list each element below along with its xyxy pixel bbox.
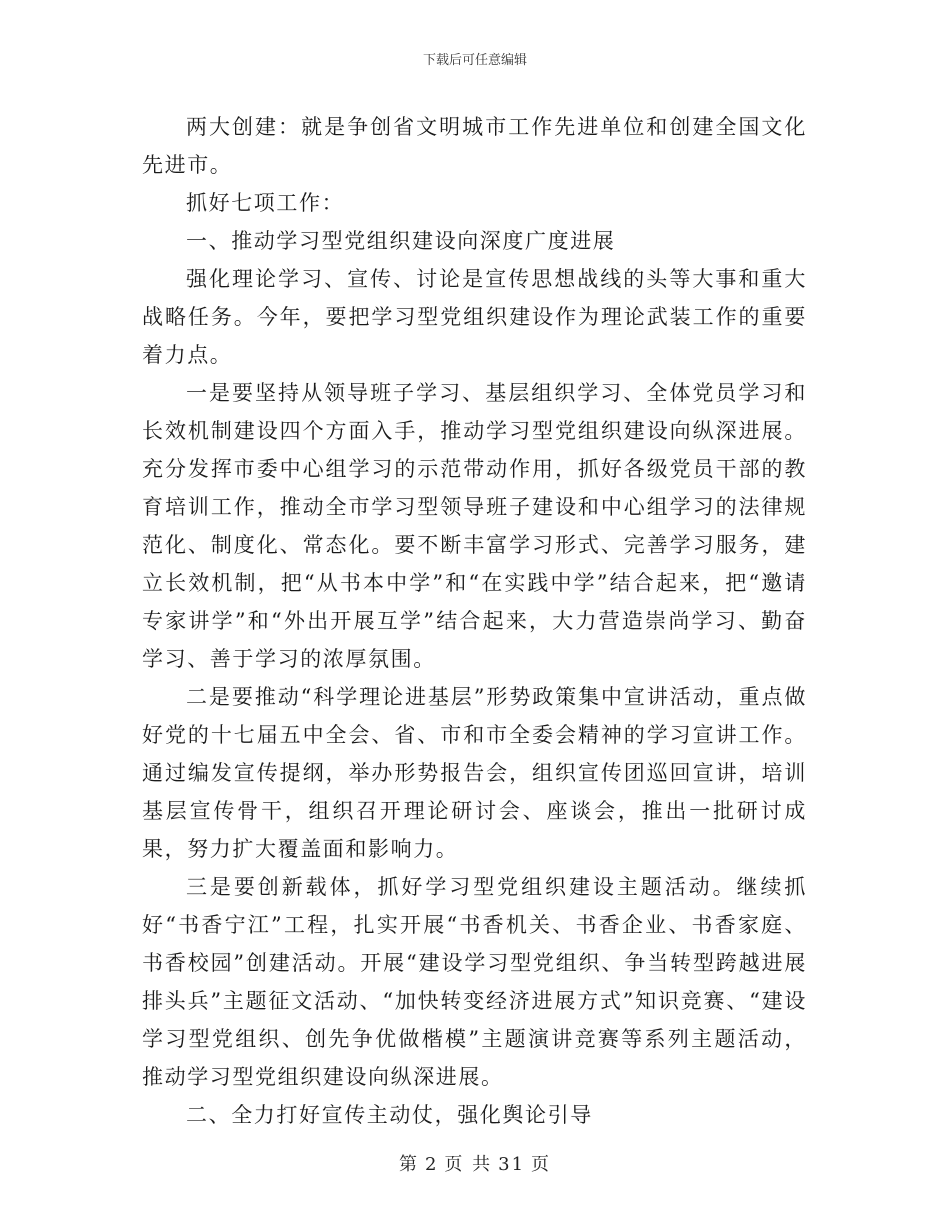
section-heading-2: 二、全力打好宣传主动仗，强化舆论引导 [186, 1103, 593, 1127]
paragraph-point-three: 三是要创新载体，抓好学习型党组织建设主题活动。继续抓好“书香宁江”工程，扎实开展“书香机关、书香企业、书香家庭、书香校园”创建活动。开展“建设学习型党组织、争当转型跨越进展排头兵”主题征文活动、“加快转变经济进展方式”知识竞赛、“建设学习型党组织、创先争优做楷模”主题演讲竞赛等系列主题活动，推动学习型党组织建设向纵深进展。 [142, 875, 807, 1089]
paragraph-seven-tasks-heading: 抓好七项工作： [186, 191, 345, 215]
footer-prefix: 第 [398, 1154, 419, 1175]
paragraph-two-creations: 两大创建：就是争创省文明城市工作先进单位和创建全国文化先进市。 [142, 115, 807, 177]
total-pages-number: 31 [498, 1154, 526, 1175]
paragraph-theory-study: 强化理论学习、宣传、讨论是宣传思想战线的头等大事和重大战略任务。今年，要把学习型党组织建设作为理论武装工作的重要着力点。 [142, 267, 807, 367]
footer-suffix: 页 [531, 1154, 552, 1175]
section-heading-1: 一、推动学习型党组织建设向深度广度进展 [186, 229, 616, 253]
paragraph-point-two: 二是要推动“科学理论进基层”形势政策集中宣讲活动，重点做好党的十七届五中全会、省、市和市全委会精神的学习宣讲工作。通过编发宣传提纲，举办形势报告会，组织宣传团巡回宣讲，培训基层宣传骨干，组织召开理论研讨会、座谈会，推出一批研讨成果，努力扩大覆盖面和影响力。 [142, 685, 807, 861]
footer-middle: 页 共 [444, 1154, 493, 1175]
current-page-number: 2 [424, 1154, 439, 1175]
page-header-note: 下载后可任意编辑 [422, 53, 527, 68]
paragraph-point-one: 一是要坚持从领导班子学习、基层组织学习、全体党员学习和长效机制建设四个方面入手，推动学习型党组织建设向纵深进展。充分发挥市委中心组学习的示范带动作用，抓好各级党员干部的教育培训工作，推动全市学习型领导班子建设和中心组学习的法律规范化、制度化、常态化。要不断丰富学习形式、完善学习服务，建立长效机制，把“从书本中学”和“在实践中学”结合起来，把“邀请专家讲学”和“外出开展互学”结合起来，大力营造崇尚学习、勤奋学习、善于学习的浓厚氛围。 [142, 381, 807, 671]
page-footer [0, 1153, 950, 1177]
document-body [142, 108, 807, 1134]
